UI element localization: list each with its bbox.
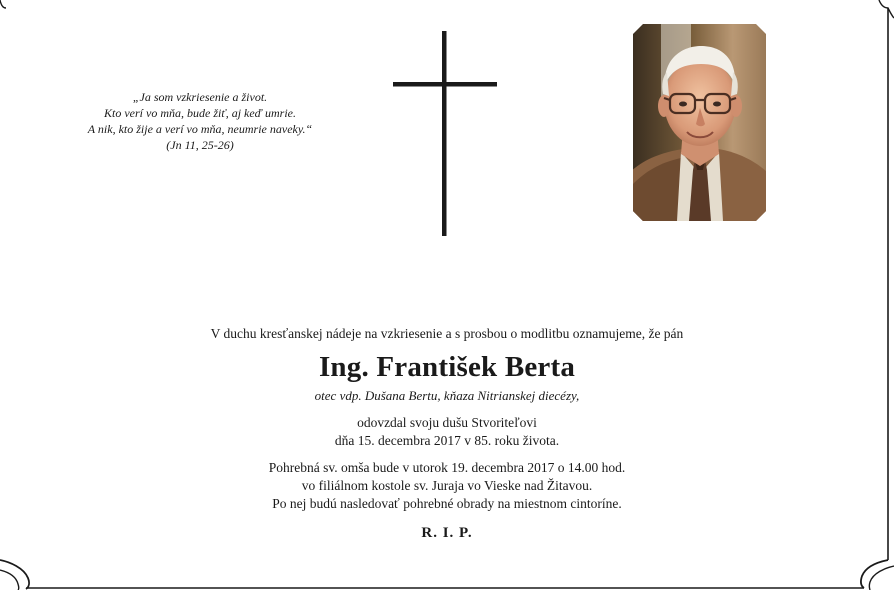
funeral-line: vo filiálnom kostole sv. Juraja vo Vieske nad Žitavou. [301, 478, 593, 493]
rip-text: R. I. P. [421, 525, 473, 541]
quote-reference: (Jn 11, 25-26) [166, 138, 234, 152]
quote-line: A nik, kto žije a verí vo mňa, neumrie naveky.“ [87, 122, 313, 136]
bible-quote [60, 89, 340, 153]
passing-line: odovzdal svoju dušu Stvoriteľovi [357, 415, 537, 430]
passing-text [0, 414, 894, 450]
death-announcement [0, 323, 894, 543]
portrait-photo [633, 24, 766, 221]
quote-line: „Ja som vzkriesenie a život. [132, 90, 268, 104]
funeral-line: Pohrebná sv. omša bude v utorok 19. decembra 2017 o 14.00 hod. [268, 460, 626, 475]
quote-line: Kto verí vo mňa, bude žiť, aj keď umrie. [104, 106, 296, 120]
funeral-details [0, 459, 894, 513]
relation-text: otec vdp. Dušana Bertu, kňaza Nitrianskej diecézy, [314, 388, 580, 403]
deceased-name: Ing. František Berta [318, 351, 576, 383]
funeral-line: Po nej budú nasledovať pohrebné obrady na miestnom cintoríne. [272, 496, 622, 511]
intro-text: V duchu kresťanskej nádeje na vzkriesenie a s prosbou o modlitbu oznamujeme, že pán [210, 326, 684, 341]
passing-date-line: dňa 15. decembra 2017 v 85. roku života. [334, 433, 560, 448]
cross-icon [393, 31, 497, 236]
